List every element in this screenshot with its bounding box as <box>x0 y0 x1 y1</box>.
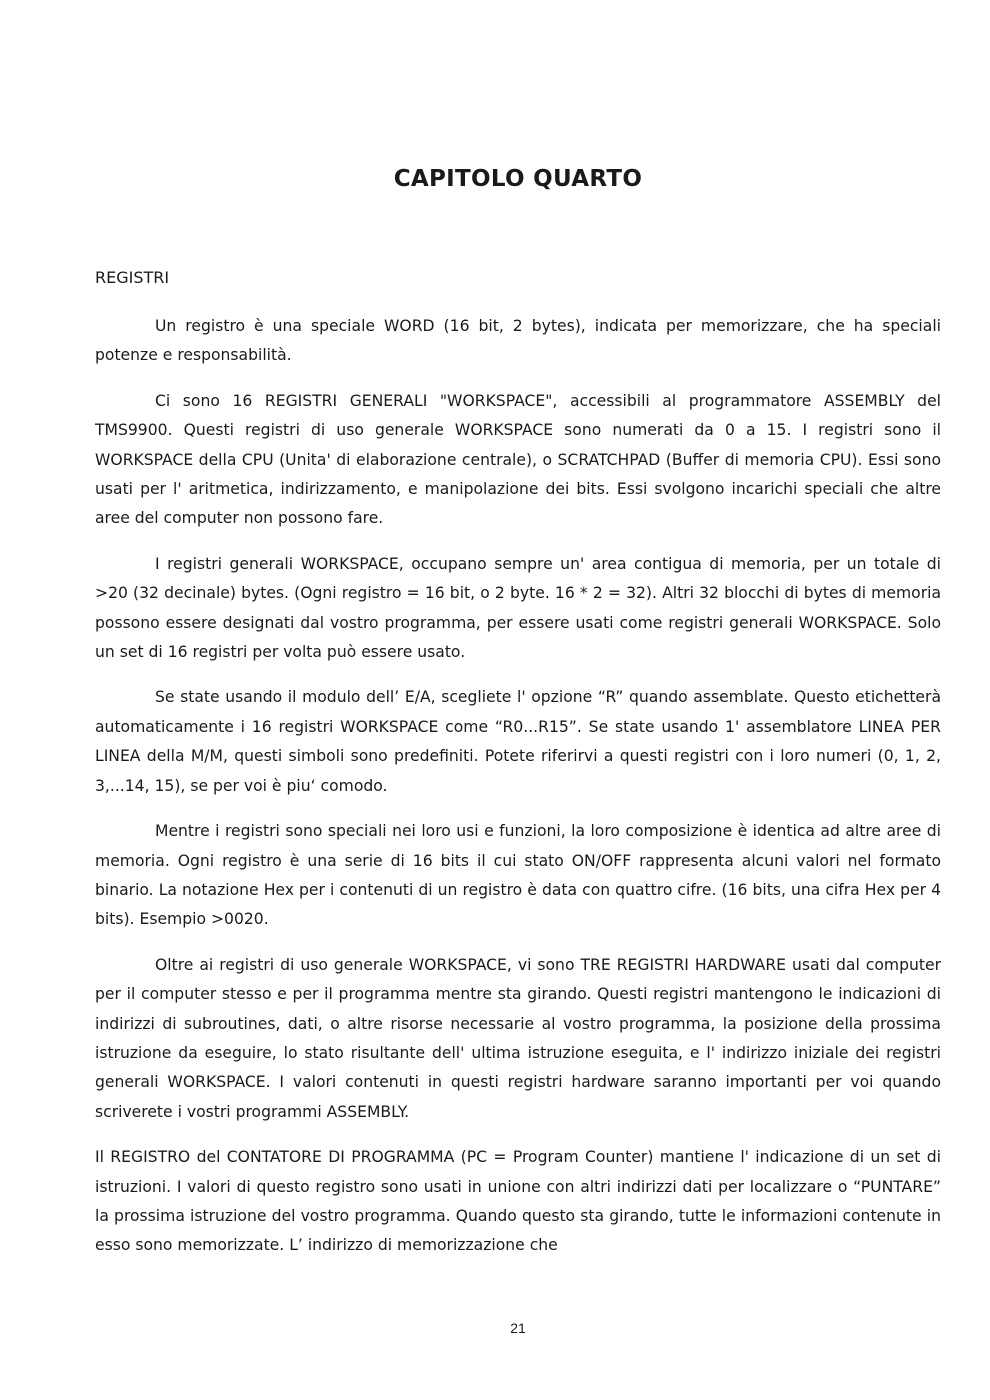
chapter-title: CAPITOLO QUARTO <box>393 166 643 192</box>
paragraph: Mentre i registri sono speciali nei loro usi e funzioni, la loro composizione è identica ad altre aree di memoria. Ogni registro è una serie di 16 bits il cui stato ON/OFF rappresenta alcuni valori nel formato binario. La notazione Hex per i contenuti di un registro è data con quattro cifre. (16 bits, una cifra Hex per 4 bits). Esempio >0020. <box>95 822 941 929</box>
paragraph: Un registro è una speciale WORD (16 bit, 2 bytes), indicata per memorizzare, che ha speciali potenze e responsabilità. <box>95 317 941 365</box>
paragraph: Ci sono 16 REGISTRI GENERALI "WORKSPACE", accessibili al programmatore ASSEMBLY del TMS9900. Questi registri di uso generale WORKSPACE sono numerati da 0 a 15. I registri sono il WORKSPACE della CPU (Unita' di elaborazione centrale), o SCRATCHPAD (Buffer di memoria CPU). Essi sono usati per l' aritmetica, indirizzamento, e manipolazione dei bits. Essi svolgono incarichi speciali che altre aree del computer non possono fare. <box>95 391 941 528</box>
section-heading: REGISTRI <box>95 268 170 287</box>
paragraph: Se state usando il modulo dell’ E/A, scegliete l' opzione “R” quando assemblate. Questo etichetterà automaticamente i 16 registri WORKSPACE come “R0...R15”. Se state usando 1' assemblatore LINEA PER LINEA della M/M, questi simboli sono predefiniti. Potete riferirvi a questi registri con i loro numeri (0, 1, 2, 3,...14, 15), se per voi è piu‘ comodo. <box>95 688 941 795</box>
page-number: 21 <box>510 1320 526 1336</box>
paragraph: Il REGISTRO del CONTATORE DI PROGRAMMA (PC = Program Counter) mantiene l' indicazione di un set di istruzioni. I valori di questo registro sono usati in unione con altri indirizzi dati per localizzare o “PUNTARE” la prossima istruzione del vostro programma. Quando questo sta girando, tutte le informazioni contenute in esso sono memorizzate. L’ indirizzo di memorizzazione che <box>95 1148 941 1255</box>
paragraph: I registri generali WORKSPACE, occupano sempre un' area contigua di memoria, per un totale di >20 (32 decinale) bytes. (Ogni registro = 16 bit, o 2 byte. 16 * 2 = 32). Altri 32 blocchi di bytes di memoria possono essere designati dal vostro programma, per essere usati come registri generali WORKSPACE. Solo un set di 16 registri per volta può essere usato. <box>95 554 941 662</box>
paragraph: Oltre ai registri di uso generale WORKSPACE, vi sono TRE REGISTRI HARDWARE usati dal computer per il computer stesso e per il programma mentre sta girando. Questi registri mantengono le indicazioni di indirizzi di subroutines, dati, o altre risorse necessarie al vostro programma, la posizione della prossima istruzione da eseguire, lo stato risultante dell' ultima istruzione eseguita, e l' indirizzo iniziale dei registri generali WORKSPACE. I valori contenuti in questi registri hardware saranno importanti per voi quando scriverete i vostri programmi ASSEMBLY. <box>95 955 941 1121</box>
body-text <box>95 312 941 1261</box>
